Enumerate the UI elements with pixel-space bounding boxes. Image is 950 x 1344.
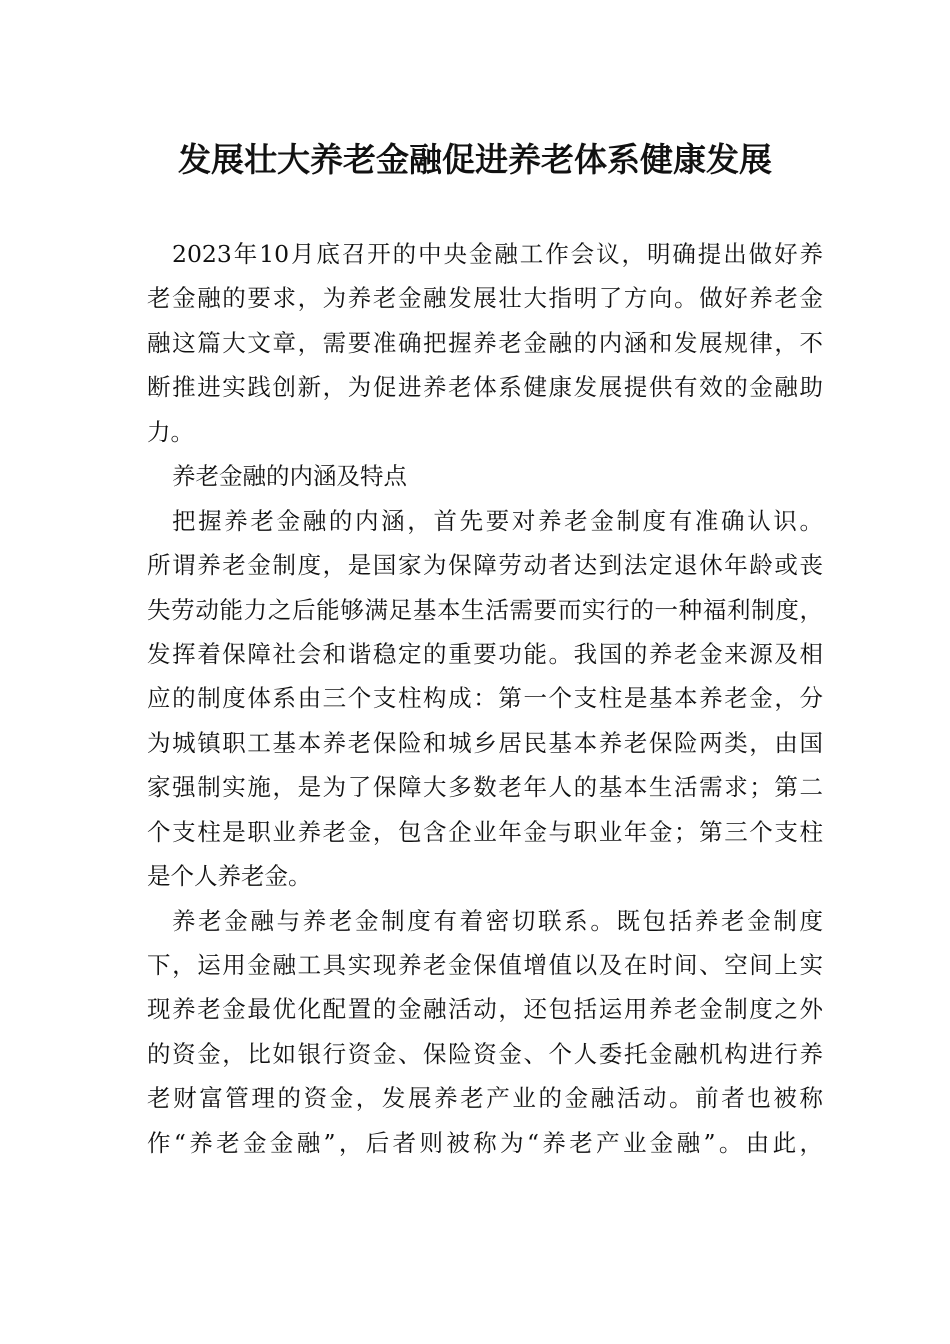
section-heading bbox=[147, 454, 823, 498]
text-line: 失劳动能力之后能够满足基本生活需要而实行的一种福利制度， bbox=[147, 595, 823, 624]
text-line: 把握养老金融的内涵，首先要对养老金制度有准确认识。 bbox=[172, 506, 823, 535]
text-line: 是个人养老金。 bbox=[147, 862, 312, 891]
text-line: 发挥着保障社会和谐稳定的重要功能。我国的养老金来源及相 bbox=[147, 639, 823, 668]
text-line: 养老金融的内涵及特点 bbox=[172, 462, 407, 491]
text-line: 力。 bbox=[147, 417, 194, 446]
text-line: 家强制实施，是为了保障大多数老年人的基本生活需求；第二 bbox=[147, 773, 823, 802]
text-line: 个支柱是职业养老金，包含企业年金与职业年金；第三个支柱 bbox=[147, 817, 823, 846]
text-line: 为城镇职工基本养老保险和城乡居民基本养老保险两类，由国 bbox=[147, 728, 823, 757]
text-line: 作“养老金金融”，后者则被称为“养老产业金融”。由此， bbox=[147, 1128, 823, 1157]
paragraph bbox=[147, 232, 823, 454]
text-line: 现养老金最优化配置的金融活动，还包括运用养老金制度之外 bbox=[147, 995, 823, 1024]
paragraph bbox=[147, 899, 823, 1166]
paragraph bbox=[147, 499, 823, 899]
document-title: 发展壮大养老金融促进养老体系健康发展 bbox=[178, 140, 772, 179]
text-line: 融这篇大文章，需要准确把握养老金融的内涵和发展规律，不 bbox=[147, 328, 823, 357]
text-line: 老金融的要求，为养老金融发展壮大指明了方向。做好养老金 bbox=[147, 284, 823, 313]
document-body bbox=[147, 232, 823, 1165]
text-line: 2023年10月底召开的中央金融工作会议，明确提出做好养 bbox=[172, 240, 823, 268]
text-line: 断推进实践创新，为促进养老体系健康发展提供有效的金融助 bbox=[147, 373, 823, 402]
text-line: 所谓养老金制度，是国家为保障劳动者达到法定退休年龄或丧 bbox=[147, 551, 823, 580]
text-line: 下，运用金融工具实现养老金保值增值以及在时间、空间上实 bbox=[147, 951, 823, 979]
text-line: 养老金融与养老金制度有着密切联系。既包括养老金制度 bbox=[172, 906, 823, 935]
text-line: 老财富管理的资金，发展养老产业的金融活动。前者也被称 bbox=[147, 1084, 823, 1113]
text-line: 的资金，比如银行资金、保险资金、个人委托金融机构进行养 bbox=[147, 1039, 823, 1068]
text-line: 应的制度体系由三个支柱构成：第一个支柱是基本养老金，分 bbox=[147, 684, 823, 713]
